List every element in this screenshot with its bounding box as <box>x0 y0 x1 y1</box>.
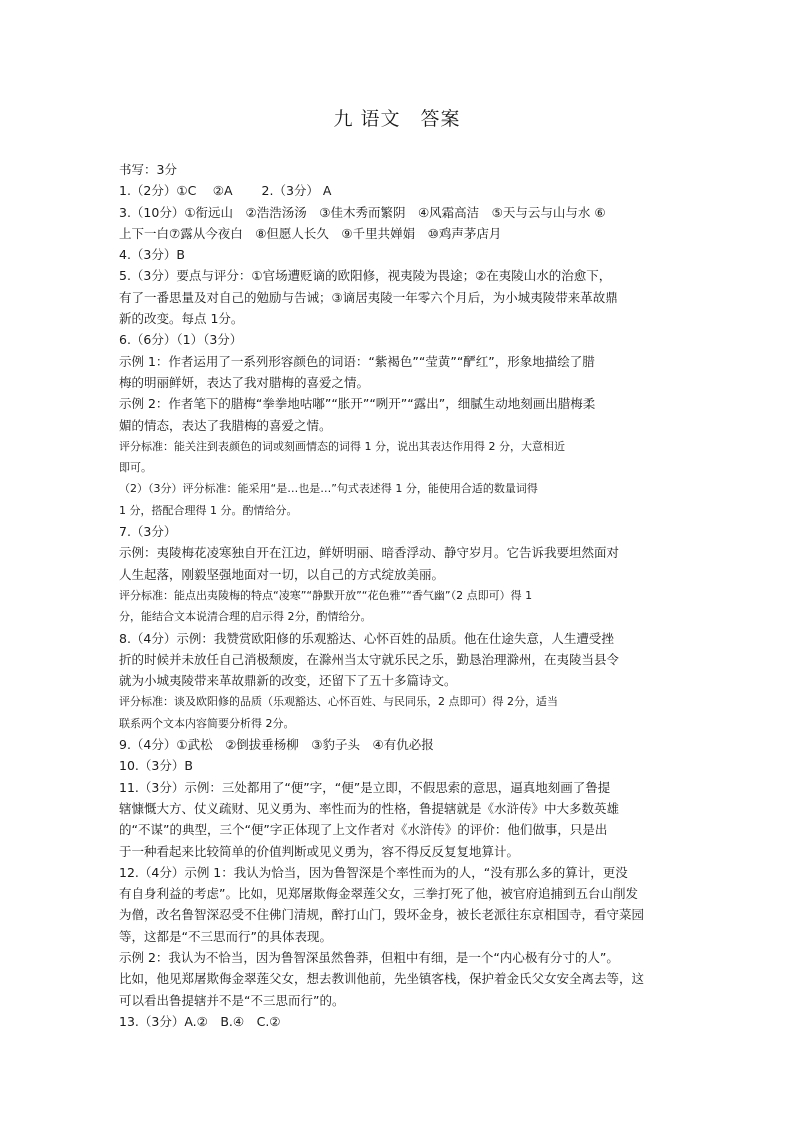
text-line: 有自身利益的考虑”。比如，见郑屠欺侮金翠莲父女，三拳打死了他，被官府追捕到五台山削发 <box>119 886 638 902</box>
text-line: 为僧，改名鲁智深忍受不住佛门清规，醉打山门，毁坏金身，被长老派往东京相国寺，看守菜园 <box>119 907 645 923</box>
grading-note-line: 即可。 <box>119 461 152 475</box>
text-line: 示例 2：作者笔下的腊梅“拳拳地咕嘟”“胀开”“咧开”“露出”，细腻生动地刻画出腊梅柔 <box>119 396 596 412</box>
grading-note-line: 评分标准：能点出夷陵梅的特点“凌寒”“静默开放”“花色雅”“香气幽”（2 点即可）得 1 <box>119 588 533 602</box>
text-line: 书写：3分 <box>119 162 177 177</box>
text-line: 13.（3分）A.② B.④ C.② <box>119 1013 281 1029</box>
text-line: 媚的情态，表达了我腊梅的喜爱之情。 <box>119 417 332 433</box>
text-line: 梅的明丽鲜妍，表达了我对腊梅的喜爱之情。 <box>119 374 370 390</box>
text-line: 于一种看起来比较简单的价值判断或见义勇为，容不得反反复复地算计。 <box>119 843 520 859</box>
text-line: 新的改变。每点 1分。 <box>119 311 244 327</box>
text-line: 有了一番思量及对自己的勉励与告诫；③谪居夷陵一年零六个月后，为小城夷陵带来革故鼎 <box>119 289 618 305</box>
text-line: 11.（3分）示例：三处都用了“便”字，“便”是立即，不假思索的意思，逼真地刻画了鲁提 <box>119 779 611 795</box>
text-line: 示例 2：我认为不恰当，因为鲁智深虽然鲁莽，但粗中有细，是一个“内心极有分寸的人”。 <box>119 949 619 965</box>
text-line: 1.（2分）①C ②A 2.（3分） A <box>119 183 332 199</box>
text-line: 可以看出鲁提辖并不是“不三思而行”的。 <box>119 992 345 1008</box>
text-line: 上下一白⑦露从今夜白 ⑧但愿人长久 ⑨千里共婵娟 ⑩鸡声茅店月 <box>119 225 502 241</box>
text-line: 6.（6分）（1）（3分） <box>119 332 243 348</box>
text-line: 的“不谋”的典型，三个“便”字正体现了上文作者对《水浒传》的评价：他们做事，只是出 <box>119 822 608 838</box>
text-line: 等，这都是“不三思而行”的具体表现。 <box>119 928 332 944</box>
text-line: 5.（3分）要点与评分：①官场遭贬谪的欧阳修，视夷陵为畏途；②在夷陵山水的治愈下， <box>119 268 612 284</box>
grading-note-line: 分，能结合文本说清合理的启示得 2分，酌情给分。 <box>119 610 372 624</box>
text-line: 3.（10分）①衔远山 ②浩浩汤汤 ③佳木秀而繁阴 ④风霜高洁 ⑤天与云与山与水 ⑥ <box>119 204 606 220</box>
grading-note-line: 联系两个文本内容简要分析得 2分。 <box>119 716 295 730</box>
text-line: 7.（3分） <box>119 524 177 540</box>
answer-content <box>119 159 679 1032</box>
text-line: 9.（4分）①武松 ②倒拔垂杨柳 ③豹子头 ④有仇必报 <box>119 737 434 753</box>
text-line: 辖慷慨大方、仗义疏财、见义勇为、率性而为的性格，鲁提辖就是《水浒传》中大多数英雄 <box>119 800 620 816</box>
grading-note-line: 评分标准：能关注到表颜色的词或刻画情态的词得 1 分，说出其表达作用得 2 分，大意相近 <box>119 439 565 453</box>
text-line: 示例：夷陵梅花凌寒独自开在江边，鲜妍明丽、暗香浮动、静守岁月。它告诉我要坦然面对 <box>119 545 620 561</box>
grading-note-line: 1 分，搭配合理得 1 分。酌情给分。 <box>119 503 298 517</box>
grading-note-line: 评分标准：谈及欧阳修的品质（乐观豁达、心怀百姓、与民同乐，2 点即可）得 2分，适当 <box>119 695 558 709</box>
text-line: 示例 1：作者运用了一系列形容颜色的词语：“紫褐色”“莹黄”“酽红”，形象地描绘了腊 <box>119 353 595 369</box>
text-line: 12.（4分）示例 1：我认为恰当，因为鲁智深是个率性而为的人，“没有那么多的算计，更没 <box>119 864 628 880</box>
text-line: 比如，他见郑屠欺侮金翠莲父女，想去教训他前，先坐镇客栈，保护着金氏父女安全离去等，这 <box>119 971 645 987</box>
text-line: 就为小城夷陵带来革故鼎新的改变，还留下了五十多篇诗文。 <box>119 673 457 689</box>
text-line: 10.（3分）B <box>119 758 193 774</box>
page-title: 九 语文 答案 <box>333 108 461 130</box>
text-line: 人生起落，刚毅坚强地面对一切，以自己的方式绽放美丽。 <box>119 566 445 582</box>
text-line: 8.（4分）示例：我赞赏欧阳修的乐观豁达、心怀百姓的品质。他在仕途失意，人生遭受挫 <box>119 630 614 646</box>
text-line: 折的时候并未放任自己消极颓废，在滁州当太守就乐民之乐，勤恳治理滁州，在夷陵当县令 <box>119 651 620 667</box>
text-line: 4.（3分）B <box>119 247 185 263</box>
grading-note-line: （2）（3分）评分标准：能采用“是…也是…”句式表述得 1 分，能使用合适的数量词得 <box>119 482 538 496</box>
